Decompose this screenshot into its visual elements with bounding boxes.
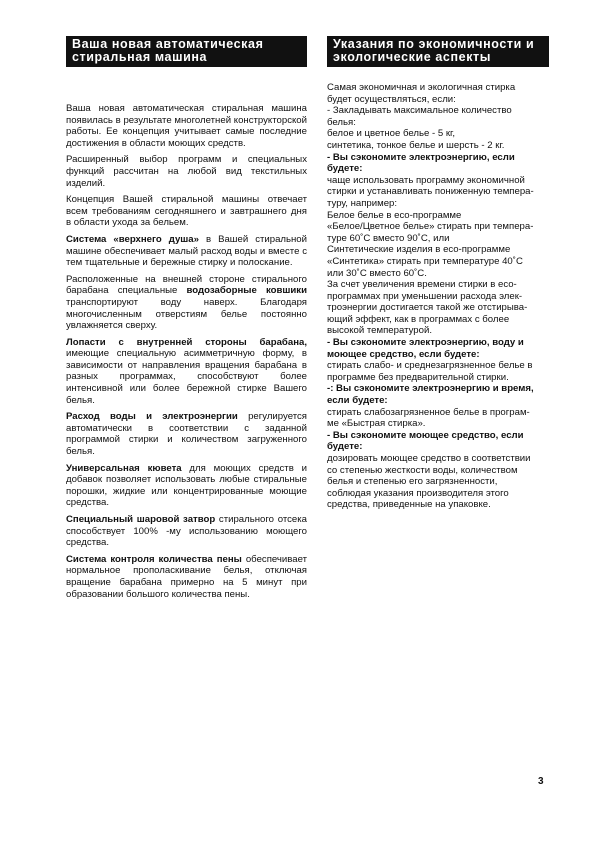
right-text-line: белья и степенью его загрязненности, [327, 476, 498, 488]
right-subheading-line: если будете: [327, 395, 388, 407]
right-text-line: - Закладывать максимальное количество [327, 105, 512, 117]
right-subheading-line: - Вы сэкономите электроэнергию, если [327, 151, 515, 163]
right-heading-line-2: экологические аспекты [333, 50, 492, 64]
left-paragraph [66, 103, 307, 149]
right-subheading-line: будете: [327, 163, 363, 175]
right-subheading-line: моющее средство, если будете: [327, 348, 480, 360]
paragraph-bold-term: водозаборные ковшики [186, 285, 308, 297]
left-paragraph [66, 411, 307, 457]
right-text-line: ющий эффект, как в программах с более [327, 313, 510, 325]
right-text-line: стирать слабозагрязненное белье в програм- [327, 406, 530, 418]
right-heading-line-1: Указания по экономичности и [333, 37, 535, 51]
paragraph-bold-term: Расход воды и электроэнергии [66, 411, 238, 423]
left-paragraph [66, 234, 307, 269]
paragraph-text: обеспечивает нормальное прополаскивание белья, отключая вращение барабана примерно на 5 минут при образовании большого количества пены. [66, 553, 308, 600]
right-subheading-line: - Вы сэкономите электроэнергию, воду и [327, 337, 524, 349]
paragraph-bold-term: Универсальная кювета [66, 462, 182, 474]
right-text-line: программе без предварительной стирки. [327, 371, 509, 383]
paragraph-bold-term: Лопасти с внутренней стороны барабана, [66, 336, 307, 348]
paragraph-text: транспортируют воду наверх. Благодаря многочисленным отверстиям белье постоянно увлажняется сверху. [66, 296, 307, 332]
right-text-line: синтетика, тонкое белье и шерсть - 2 кг. [327, 139, 505, 151]
left-paragraph [66, 154, 307, 189]
right-text-line: троэнергии достигается такой же отстирыва- [327, 302, 528, 314]
left-heading-line-1: Ваша новая автоматическая [72, 37, 264, 51]
right-section-heading [327, 36, 549, 67]
paragraph-bold-term: Специальный шаровой затвор [66, 514, 216, 525]
paragraph-bold-term: Система контроля количества пены [66, 553, 242, 565]
right-text-line: Самая экономичная и экологичная стирка [327, 82, 516, 93]
left-column [66, 36, 307, 605]
right-body-text [327, 82, 549, 511]
right-text-line: высокой температурой. [327, 325, 432, 337]
right-text-line: Синтетические изделия в eco-программе [327, 244, 511, 256]
paragraph-text: Концепция Вашей стиральной машины отвечает всем требованиям сегодняшнего и завтрашнего дня в области ухода за бельем. [66, 194, 307, 229]
paragraph-text: Расширенный выбор программ и специальных функций рассчитан на любой вид текстильных изделий. [66, 154, 307, 189]
right-text-line: дозировать моющее средство в соответствии [327, 453, 531, 464]
right-text-line: стирки и устанавливать пониженную темпера- [327, 186, 534, 198]
paragraph-text: для моющих средств и добавок позволяет использовать любые стиральные порошки, жидкие или концентрированные моющие средства. [66, 462, 307, 509]
right-text-line: средства, приведенные на упаковке. [327, 499, 491, 511]
right-text-line: «Синтетика» стирать при температуре 40˚С [327, 255, 523, 267]
left-heading-line-2: стиральная машина [72, 50, 208, 64]
right-text-line: белья: [327, 116, 356, 128]
right-text-line: соблюдая указания производителя этого [327, 487, 509, 499]
right-text-line: программах при уменьшении расхода элек- [327, 290, 523, 302]
left-paragraph [66, 463, 307, 509]
paragraph-lead-text: Расположенные на внешней стороне стирального барабана специальные [66, 273, 307, 297]
right-column [327, 36, 549, 511]
left-paragraph [66, 337, 307, 407]
right-subheading-line: -: Вы сэкономите электроэнергию и время, [327, 383, 534, 395]
left-paragraph [66, 194, 307, 229]
right-text-line: «Белое/Цветное белье» стирать при темпера- [327, 221, 534, 233]
right-text-line: или 30˚С вместо 60˚С. [327, 267, 427, 279]
page-number: 3 [538, 776, 544, 787]
paragraph-text: регулируется автоматически в соответствии с заданной программой стирки и количеством загруженного белья. [66, 411, 307, 458]
paragraph-bold-term: Система «верхнего душа» [66, 233, 199, 245]
right-text-line: чаще использовать программу экономичной [327, 174, 525, 186]
right-text-line: За счет увеличения времени стирки в eco- [327, 279, 517, 291]
right-text-line: со степенью жесткости воды, количеством [327, 464, 518, 476]
right-text-line: туру, например: [327, 197, 398, 209]
left-paragraph [66, 274, 307, 332]
paragraph-text: стирального отсека способствует 100% -му использованию моющего средства. [66, 514, 307, 549]
right-text-line: Белое белье в eco-программе [327, 209, 462, 221]
left-paragraph [66, 554, 307, 600]
right-text-line: стирать слабо- и среднезагрязненное белье в [327, 360, 533, 372]
right-text-line: ме «Быстрая стирка». [327, 418, 426, 430]
right-text-line: белое и цветное белье - 5 кг, [327, 128, 456, 140]
right-subheading-line: - Вы сэкономите моющее средство, если [327, 429, 524, 441]
paragraph-text: имеющие специальную асимметричную форму, в зависимости от направления вращения барабана в разных программах, способствуют более интенсивной или более бережной стирке Вашего белья. [66, 348, 307, 406]
right-text-line: туре 60˚С вместо 90˚С, или [327, 232, 450, 244]
paragraph-text: Ваша новая автоматическая стиральная машина появилась в результате многолетней конструкторской работы. Ее концепция учитывает самые последние достижения в области моющих средств. [66, 103, 307, 149]
left-section-heading [66, 36, 307, 67]
left-body-text [66, 103, 307, 600]
paragraph-text: в Вашей стиральной машине обеспечивает малый расход воды и вместе с тем тщательные и бережные стирку и полоскание. [66, 233, 308, 269]
right-subheading-line: будете: [327, 441, 363, 453]
right-text-line: будет осуществляться, если: [327, 93, 456, 105]
left-paragraph [66, 514, 307, 549]
